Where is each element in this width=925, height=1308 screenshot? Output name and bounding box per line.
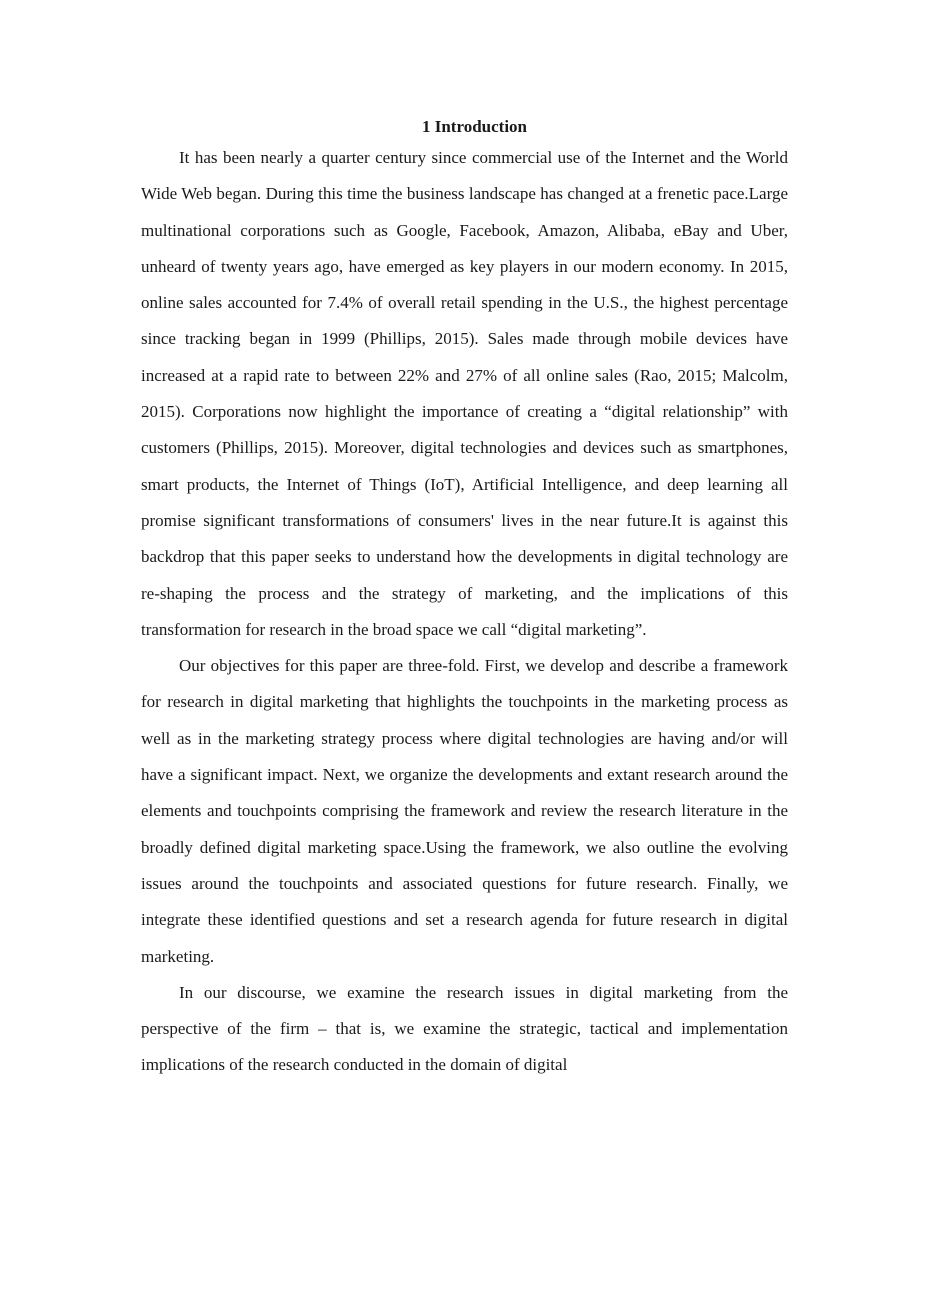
- section-title: 1 Introduction: [421, 117, 527, 136]
- document-page: [141, 114, 788, 1084]
- paragraph-3: In our discourse, we examine the research issues in digital marketing from the perspective of the firm – that is, we examine the strategic, tactical and implementation implications of the research conducted in the domain of digital: [141, 982, 788, 1075]
- paragraph-1: It has been nearly a quarter century since commercial use of the Internet and the World Wide Web began. During this time the business landscape has changed at a frenetic pace.Large multinational corporations such as Google, Facebook, Amazon, Alibaba, eBay and Uber, unheard of twenty years ago, have emerged as key players in our modern economy. In 2015, online sales accounted for 7.4% of overall retail spending in the U.S., the highest percentage since tracking began in 1999 (Phillips, 2015). Sales made through mobile devices have increased at a rapid rate to between 22% and 27% of all online sales (Rao, 2015; Malcolm, 2015). Corporations now highlight the importance of creating a “digital relationship” with customers (Phillips, 2015). Moreover, digital technologies and devices such as smartphones, smart products, the Internet of Things (IoT), Artificial Intelligence, and deep learning all promise significant transformations of consumers' lives in the near future.It is against this backdrop that this paper seeks to understand how the developments in digital technology are re-shaping the process and the strategy of marketing, and the implications of this transformation for research in the broad space we call “digital marketing”.: [141, 148, 788, 639]
- paragraph-2: Our objectives for this paper are three-fold. First, we develop and describe a framework for research in digital marketing that highlights the touchpoints in the marketing process as well as in the marketing strategy process where digital technologies are having and/or will have a significant impact. Next, we organize the developments and extant research around the elements and touchpoints comprising the framework and review the research literature in the broadly defined digital marketing space.Using the framework, we also outline the evolving issues around the touchpoints and associated questions for future research. Finally, we integrate these identified questions and set a research agenda for future research in digital marketing.: [141, 656, 788, 966]
